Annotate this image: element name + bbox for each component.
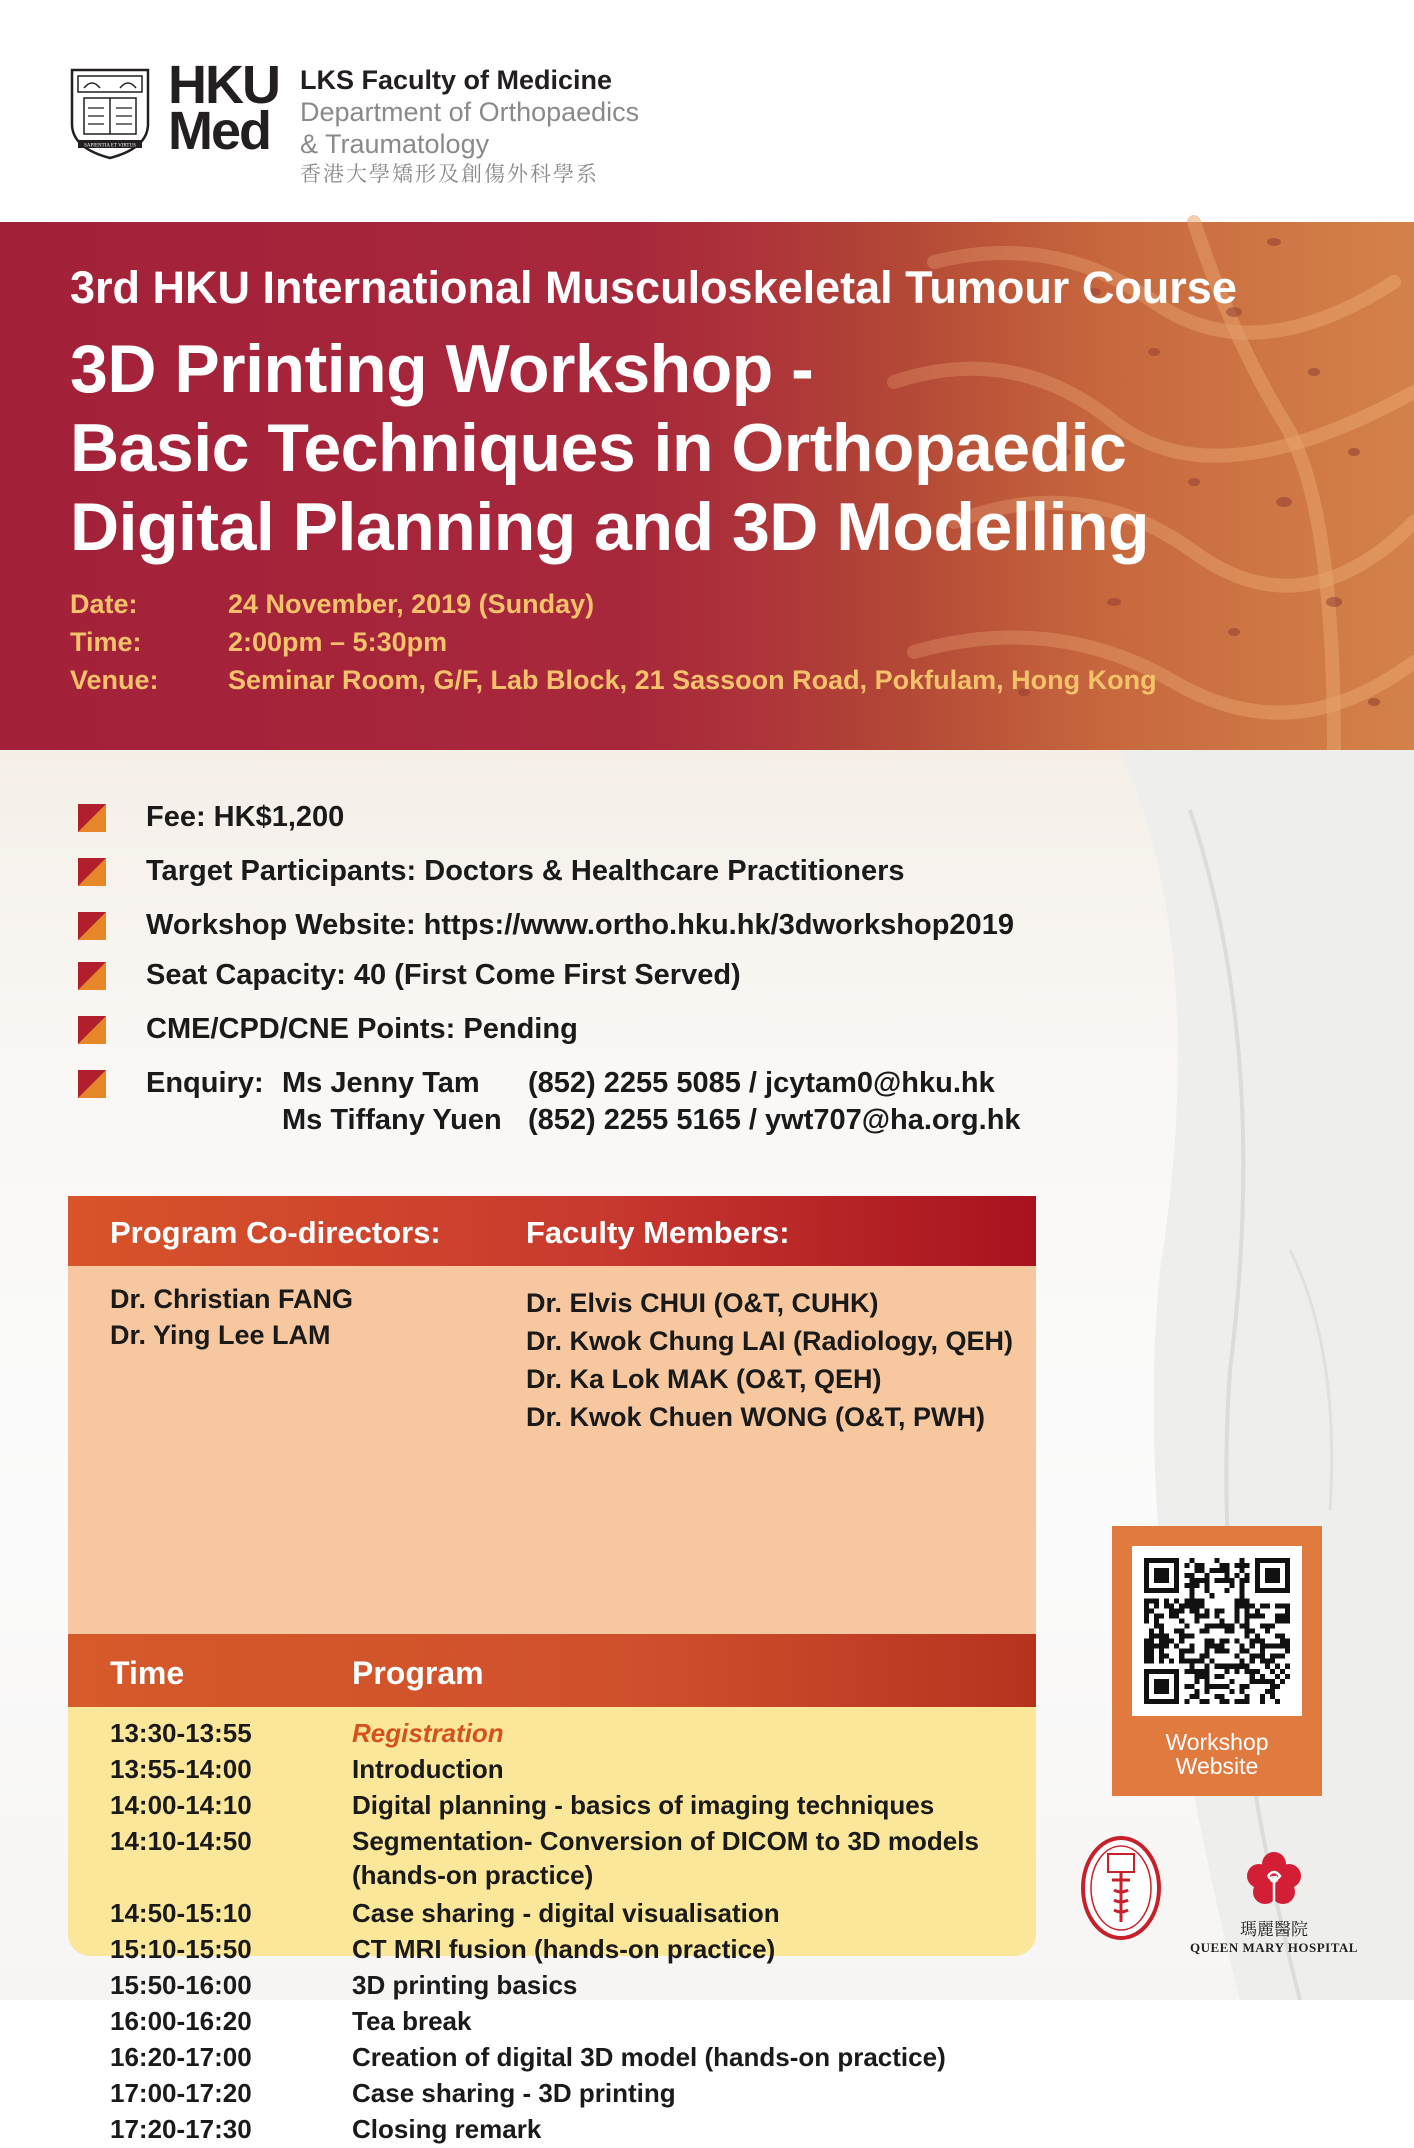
venue-row (70, 661, 1237, 699)
department-name-1: Department of Orthopaedics (300, 97, 640, 127)
bullet-square-icon (78, 858, 106, 886)
hku-med-wordmark (168, 55, 279, 161)
codirectors-heading: Program Co-directors: (110, 1215, 441, 1250)
qr-label-line-1: Workshop (1165, 1729, 1269, 1755)
cme-text: CME/CPD/CNE Points: Pending (146, 1013, 578, 1045)
bullet-square-icon (78, 1070, 106, 1098)
department-name-zh: 香港大學矯形及創傷外科學系 (300, 163, 599, 186)
schedule-time: 13:30-13:55 (110, 1718, 252, 1748)
faculty-name: LKS Faculty of Medicine (300, 65, 613, 95)
schedule-item: Case sharing - digital visualisation (352, 1898, 780, 1928)
flower-emblem-icon (1244, 1850, 1304, 1906)
schedule-row (68, 1752, 1036, 1788)
crest-motto-text: SAPIENTIA ET VIRTUS (84, 143, 136, 149)
program-column-heading: Program (352, 1655, 484, 1691)
schedule-item: Creation of digital 3D model (hands-on practice) (352, 2042, 946, 2072)
qr-label (1112, 1730, 1322, 1778)
schedule-time: 15:50-16:00 (110, 1970, 252, 2000)
program-panel (68, 1196, 1036, 2144)
hospital-name-zh: 瑪麗醫院 (1240, 1920, 1308, 1939)
schedule-time: 14:00-14:10 (110, 1790, 252, 1820)
codirector-name: Dr. Christian FANG (110, 1284, 354, 1314)
banner-text (70, 260, 1237, 699)
schedule-item: Introduction (352, 1754, 504, 1784)
schedule-item: CT MRI fusion (hands-on practice) (352, 1934, 776, 1964)
directors-section (68, 1266, 1036, 1634)
schedule-time: 17:20-17:30 (110, 2114, 252, 2144)
capacity-text: Seat Capacity: 40 (First Come First Served) (146, 959, 741, 991)
hospital-name-en: QUEEN MARY HOSPITAL (1190, 1940, 1358, 1955)
contact-name: Ms Jenny Tam (282, 1067, 480, 1099)
contact-details: (852) 2255 5085 / jcytam0@hku.hk (528, 1067, 995, 1099)
brand-line-2: Med (168, 101, 270, 161)
schedule-item: 3D printing basics (352, 1970, 578, 2000)
schedule-time: 15:10-15:50 (110, 1934, 252, 1964)
schedule-item: Digital planning - basics of imaging techniques (352, 1790, 935, 1820)
brand-line-1: HKU (168, 55, 279, 115)
contact-name: Ms Tiffany Yuen (282, 1104, 502, 1136)
venue-label: Venue: (70, 665, 159, 695)
schedule-row (68, 2076, 1036, 2112)
venue-value: Seminar Room, G/F, Lab Block, 21 Sassoon Road, Pokfulam, Hong Kong (228, 665, 1157, 695)
workshop-title-line-3: Digital Planning and 3D Modelling (70, 489, 1150, 565)
qr-code-icon[interactable] (1144, 1558, 1290, 1704)
schedule-item: Case sharing - 3D printing (352, 2078, 676, 2108)
schedule-item: Segmentation- Conversion of DICOM to 3D models (hands-on practice) (352, 1826, 979, 1890)
enquiry-label: Enquiry: (146, 1067, 264, 1099)
schedule-table (68, 1716, 1036, 2148)
schedule-time: 16:00-16:20 (110, 2006, 252, 2036)
header (0, 0, 1414, 222)
course-name: 3rd HKU International Musculoskeletal Tumour Course (70, 262, 1237, 313)
fee-text: Fee: HK$1,200 (146, 801, 345, 833)
workshop-title-line-1: 3D Printing Workshop - (70, 331, 814, 407)
time-row (70, 623, 1237, 661)
bullet-square-icon (78, 804, 106, 832)
faculty-block (300, 64, 639, 190)
faculty-member-name: Dr. Kwok Chung LAI (Radiology, QEH) (526, 1326, 1013, 1356)
time-label: Time: (70, 627, 142, 657)
workshop-title (70, 330, 1237, 567)
schedule-time: 13:55-14:00 (110, 1754, 252, 1784)
qr-label-line-2: Website (1175, 1753, 1259, 1779)
contact-details: (852) 2255 5165 / ywt707@ha.org.hk (528, 1104, 1021, 1136)
bullet-square-icon (78, 1016, 106, 1044)
workshop-title-line-2: Basic Techniques in Orthopaedic (70, 410, 1127, 486)
schedule-item: Registration (352, 1718, 504, 1748)
schedule-row (68, 1716, 1036, 1752)
bullet-square-icon (78, 912, 106, 940)
website-text: Workshop Website: https://www.ortho.hku.hk/3dworkshop2019 (146, 909, 1014, 941)
department-name-2: & Traumatology (300, 129, 490, 159)
doctor-coat-image (1040, 750, 1414, 2000)
time-value: 2:00pm – 5:30pm (228, 627, 448, 657)
schedule-item: Tea break (352, 2006, 472, 2036)
schedule-row (68, 1824, 1036, 1896)
time-column-heading: Time (110, 1655, 185, 1691)
hku-seal-logo (1078, 1832, 1164, 1944)
schedule-row (68, 1968, 1036, 2004)
title-banner (0, 222, 1414, 750)
bullet-square-icon (78, 962, 106, 990)
schedule-row (68, 2112, 1036, 2148)
schedule-item: Closing remark (352, 2114, 542, 2144)
schedule-time: 16:20-17:00 (110, 2042, 252, 2072)
date-value: 24 November, 2019 (Sunday) (228, 589, 595, 619)
date-label: Date: (70, 589, 138, 619)
hku-crest-logo (68, 66, 152, 160)
qr-code-block[interactable] (1112, 1526, 1322, 1796)
schedule-row (68, 1788, 1036, 1824)
faculty-member-name: Dr. Elvis CHUI (O&T, CUHK) (526, 1288, 879, 1318)
schedule-row (68, 1896, 1036, 1932)
faculty-member-name: Dr. Ka Lok MAK (O&T, QEH) (526, 1364, 882, 1394)
schedule-time: 14:50-15:10 (110, 1898, 252, 1928)
schedule-row (68, 1932, 1036, 1968)
schedule-header (68, 1634, 1036, 1707)
directors-header (68, 1196, 1036, 1266)
queen-mary-hospital-logo (1186, 1850, 1362, 1955)
qr-code-frame (1132, 1546, 1302, 1716)
faculty-heading: Faculty Members: (526, 1215, 790, 1250)
schedule-time: 17:00-17:20 (110, 2078, 252, 2108)
event-info (70, 585, 1237, 699)
faculty-member-name: Dr. Kwok Chuen WONG (O&T, PWH) (526, 1402, 985, 1432)
participants-text: Target Participants: Doctors & Healthcare Practitioners (146, 855, 905, 887)
date-row (70, 585, 1237, 623)
codirector-name: Dr. Ying Lee LAM (110, 1320, 331, 1350)
schedule-row (68, 2040, 1036, 2076)
schedule-row (68, 2004, 1036, 2040)
schedule-time: 14:10-14:50 (110, 1826, 252, 1856)
